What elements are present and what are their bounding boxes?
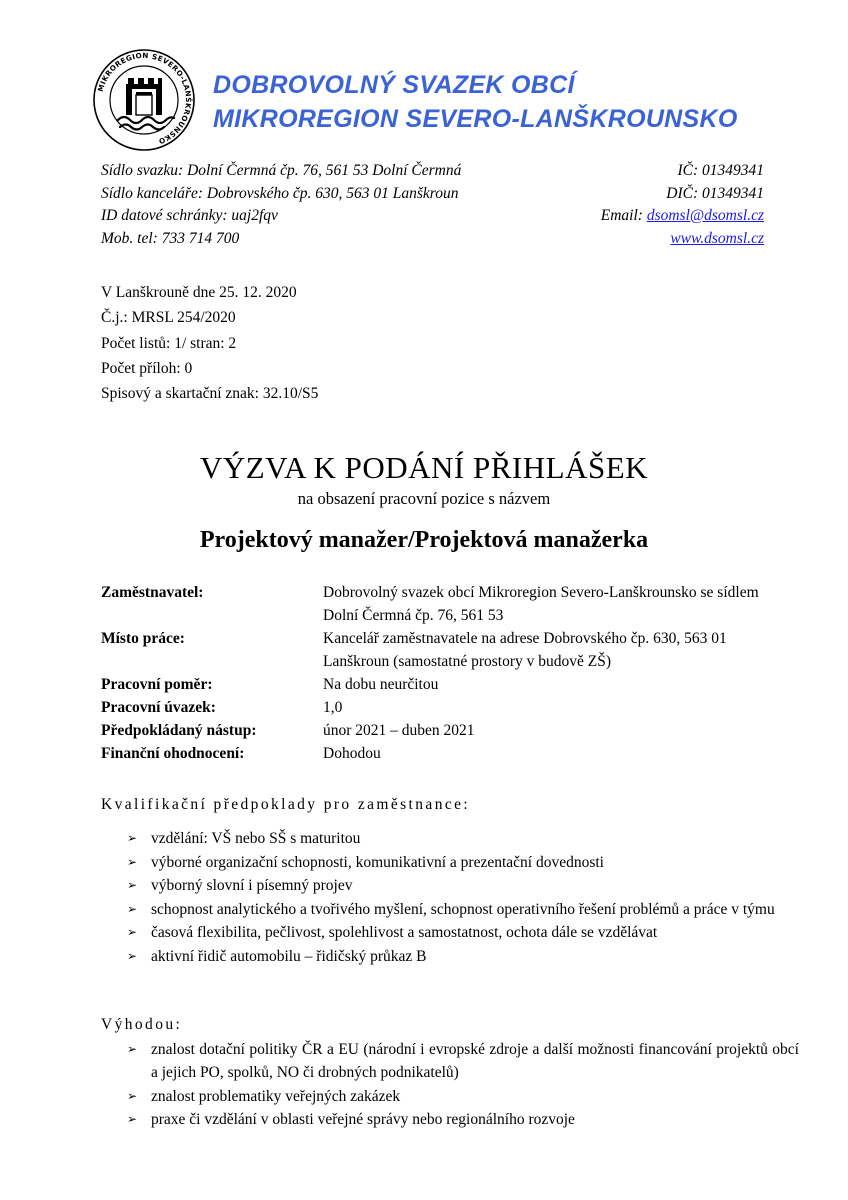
arrow-bullet-icon: ➢ — [127, 925, 138, 939]
detail-label: Finanční ohodnocení: — [101, 745, 245, 762]
dic-number: DIČ: 01349341 — [666, 184, 764, 202]
organization-name-line1: DOBROVOLNÝ SVAZEK OBCÍ — [213, 71, 575, 99]
ic-number: IČ: 01349341 — [677, 162, 764, 179]
list-item: ➢ vzdělání: VŠ nebo SŠ s maturitou — [127, 827, 799, 850]
mobile-phone: Mob. tel: 733 714 700 — [101, 229, 240, 247]
sheet-count: Počet listů: 1/ stran: 2 — [101, 334, 237, 352]
organization-name-line2: MIKROREGION SEVERO-LANŠKROUNSKO — [213, 105, 738, 133]
detail-label: Pracovní poměr: — [101, 676, 213, 693]
arrow-bullet-icon: ➢ — [127, 1112, 138, 1126]
document-title: VÝZVA K PODÁNÍ PŘIHLÁŠEK — [199, 450, 649, 485]
email-link[interactable]: dsomsl@dsomsl.cz — [646, 207, 764, 224]
reference-number: Č.j.: MRSL 254/2020 — [101, 309, 236, 327]
document-meta — [101, 280, 318, 406]
advantages-heading: Výhodou: — [101, 1016, 183, 1033]
organization-logo-seal — [92, 48, 196, 152]
qualifications-list — [127, 827, 799, 968]
detail-value: únor 2021 – duben 2021 — [323, 722, 475, 739]
detail-value: 1,0 — [323, 699, 343, 716]
list-item: ➢ znalost problematiky veřejných zakázek — [127, 1085, 799, 1108]
arrow-bullet-icon: ➢ — [127, 831, 138, 845]
list-item: ➢ praxe či vzdělání v oblasti veřejné správy nebo regionálního rozvoje — [127, 1108, 799, 1131]
qualifications-heading: Kvalifikační předpoklady pro zaměstnance: — [101, 796, 471, 813]
list-item: ➢ aktivní řidič automobilu – řidičský průkaz B — [127, 945, 799, 968]
data-box-id: ID datové schránky: uaj2fqv — [101, 207, 278, 224]
place-date: V Lanškrouně dne 25. 12. 2020 — [101, 284, 297, 301]
arrow-bullet-icon: ➢ — [127, 901, 138, 916]
list-item: ➢ znalost dotační politiky ČR a EU (národní i evropské zdroje a další možnosti financování projektů obcí a jejich PO, spolků, NO či drobných podnikatelů) — [127, 1038, 799, 1084]
advantages-list — [127, 1038, 799, 1132]
office-address: Sídlo kanceláře: Dobrovského čp. 630, 563 01 Lanškroun — [101, 184, 459, 202]
arrow-bullet-icon: ➢ — [127, 948, 138, 963]
detail-value: Dohodou — [323, 745, 381, 762]
detail-label: Pracovní úvazek: — [101, 699, 216, 716]
position-title: Projektový manažer/Projektová manažerka — [199, 527, 649, 553]
detail-label: Místo práce: — [101, 630, 185, 647]
website-link[interactable]: www.dsomsl.cz — [670, 229, 764, 247]
seat-address: Sídlo svazku: Dolní Čermná čp. 76, 561 53 Dolní Čermná — [101, 162, 462, 179]
arrow-bullet-icon: ➢ — [127, 854, 138, 869]
list-item: ➢ výborné organizační schopnosti, komunikativní a prezentační dovednosti — [127, 851, 799, 874]
website-line — [601, 228, 764, 251]
detail-value: Na dobu neurčitou — [323, 676, 439, 693]
detail-value: Dobrovolný svazek obcí Mikroregion Severo-Lanškrounsko se sídlem Dolní Čermná čp. 76, 561 53 — [323, 584, 759, 624]
email-label: Email: — [600, 207, 647, 224]
document-subtitle: na obsazení pracovní pozice s názvem — [297, 489, 551, 508]
attachment-count: Počet příloh: 0 — [101, 359, 193, 377]
organization-name — [213, 68, 738, 136]
detail-label: Zaměstnavatel: — [101, 584, 204, 601]
list-item: ➢ časová flexibilita, pečlivost, spolehlivost a samostatnost, ochota dále se vzdělávat — [127, 921, 799, 944]
contact-address-block — [101, 160, 461, 250]
filing-code: Spisový a skartační znak: 32.10/S5 — [101, 385, 319, 403]
detail-label: Předpokládaný nástup: — [101, 722, 257, 739]
arrow-bullet-icon: ➢ — [127, 878, 138, 892]
email-line — [601, 205, 764, 228]
detail-value: Kancelář zaměstnavatele na adrese Dobrovského čp. 630, 563 01 Lanškroun (samostatné prostory v budově ZŠ) — [323, 630, 727, 670]
arrow-bullet-icon: ➢ — [127, 1088, 138, 1103]
list-item: ➢ výborný slovní i písemný projev — [127, 874, 799, 897]
list-item: ➢ schopnost analytického a tvořivého myšlení, schopnost operativního řešení problémů a práce v týmu — [127, 898, 799, 921]
contact-ids-block — [601, 160, 764, 250]
arrow-bullet-icon: ➢ — [127, 1042, 138, 1056]
svg-text:MIKROREGION SEVERO-LANŠKROUNSK: MIKROREGION SEVERO-LANŠKROUNSKO — [95, 50, 194, 147]
